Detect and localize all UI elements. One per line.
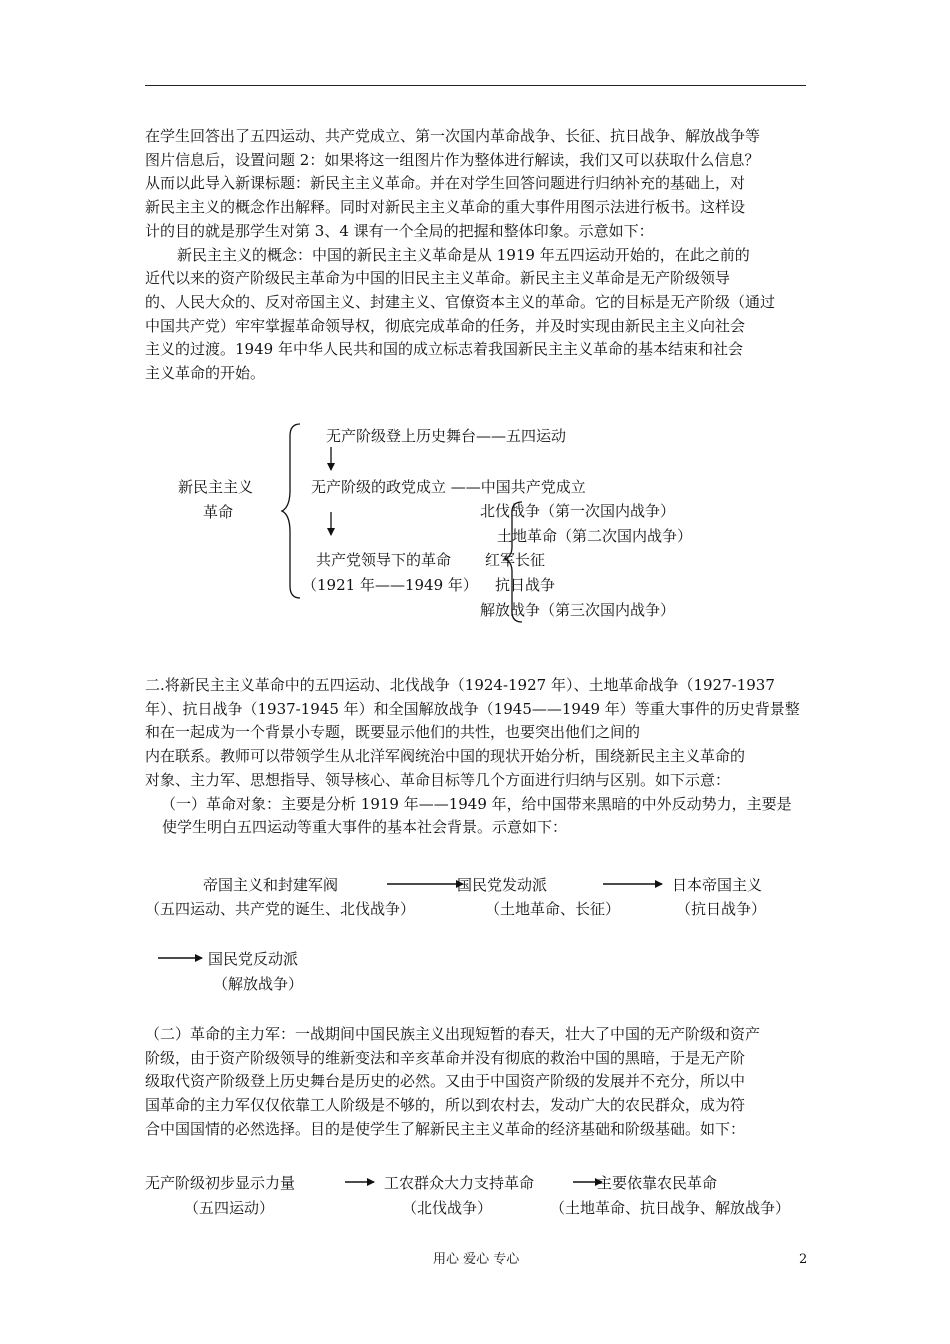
text-line: 的、人民大众的、反对帝国主义、封建主义、官僚资本主义的革命。它的目标是无产阶级（通过 (145, 292, 776, 311)
target-note: （土地革命、长征） (485, 900, 621, 918)
target-node: 日本帝国主义 (672, 876, 763, 894)
text-line: 和在一起成为一个背景小专题，既要显示他们的共性，也要突出他们之间的 (145, 723, 641, 742)
text-line: 年）、抗日战争（1937-1945 年）和全国解放战争（1945——1949 年）等重大事件的历史背景整 (145, 699, 800, 718)
sub-event: 北伐战争（第一次国内战争） (480, 502, 676, 520)
target-note: （五四运动、共产党的诞生、北伐战争） (145, 900, 416, 918)
force-node: 工农群众大力支持革命 (384, 1174, 535, 1192)
sub-event: 红军长征 (485, 551, 546, 569)
target-node: 国民党反动派 (208, 950, 299, 968)
text-line: 主义革命的开始。 (145, 364, 266, 383)
text-line: 新民主主义的概念作出解释。同时对新民主主义革命的重大事件用图示法进行板书。这样设 (145, 198, 746, 217)
text-line: 使学生明白五四运动等重大事件的基本社会背景。示意如下： (162, 818, 568, 837)
force-node: 无产阶级初步显示力量 (145, 1174, 296, 1192)
text-line: 计的目的就是那学生对第 3、4 课有一个全局的把握和整体印象。示意如下： (145, 221, 654, 240)
text-line: 对象、主力军、思想指导、领导核心、革命目标等几个方面进行归纳与区别。如下示意： (145, 770, 731, 789)
stage-label: 共产党领导下的革命 (316, 551, 452, 569)
sub-event: 抗日战争 (495, 576, 556, 594)
footer-motto: 用心 爱心 专心 (433, 1252, 520, 1267)
stage-years: （1921 年——1949 年） (302, 576, 478, 594)
text-line: 图片信息后，设置问题 2：如果将这一组图片作为整体进行解读，我们又可以获取什么信息？ (145, 150, 760, 169)
text-line: 合中国国情的必然选择。目的是使学生了解新民主主义革命的经济基础和阶级基础。如下： (145, 1119, 746, 1138)
text-line: 在学生回答出了五四运动、共产党成立、第一次国内革命战争、长征、抗日战争、解放战争等 (145, 127, 761, 145)
diagram-root-label: 新民主主义 (178, 478, 254, 496)
text-line: 中国共产党）牢牢掌握革命领导权，彻底完成革命的任务，并及时实现由新民主主义向社会 (145, 316, 746, 335)
force-note: （土地革命、抗日战争、解放战争） (550, 1199, 791, 1217)
text-line: 国革命的主力军仅仅依靠工人阶级是不够的，所以到农村去，发动广大的农民群众，成为符 (145, 1096, 746, 1115)
text-line: 新民主主义的概念：中国的新民主主义革命是从 1919 年五四运动开始的，在此之前的 (177, 245, 750, 264)
target-note: （解放战争） (213, 975, 304, 993)
page-number: 2 (799, 1252, 808, 1267)
text-line: 内在联系。教师可以带领学生从北洋军阀统治中国的现状开始分析，围绕新民主主义革命的 (145, 747, 746, 766)
target-node: 国民党发动派 (457, 876, 548, 894)
left-brace (282, 424, 300, 598)
target-node: 帝国主义和封建军阀 (203, 876, 339, 894)
sub-brace (505, 502, 522, 622)
text-line: 近代以来的资产阶级民主革命为中国的旧民主主义革命。新民主主义革命是无产阶级领导 (145, 269, 731, 288)
text-line: 阶级，由于资产阶级领导的维新变法和辛亥革命并没有彻底的救治中国的黑暗，于是无产阶 (145, 1048, 746, 1067)
stage-label: 无产阶级登上历史舞台——五四运动 (326, 427, 567, 445)
text-line: （一）革命对象：主要是分析 1919 年——1949 年，给中国带来黑暗的中外反动势力，主要是 (161, 794, 792, 813)
text-line: 级取代资产阶级登上历史舞台是历史的必然。又由于中国资产阶级的发展并不充分，所以中 (145, 1072, 746, 1091)
force-node: 主要依靠农民革命 (597, 1174, 718, 1192)
text-line: （二）革命的主力军：一战期间中国民族主义出现短暂的春天，壮大了中国的无产阶级和资产 (145, 1025, 761, 1043)
sub-event: 土地革命（第二次国内战争） (497, 527, 693, 545)
text-line: 从而以此导入新课标题：新民主主义革命。并在对学生回答问题进行归纳补充的基础上，对 (145, 174, 746, 193)
force-note: （五四运动） (184, 1199, 275, 1217)
sub-event: 解放战争（第三次国内战争） (480, 601, 676, 619)
text-line: 二.将新民主主义革命中的五四运动、北伐战争（1924-1927 年）、土地革命战争（1927-1937 (145, 676, 775, 694)
text-line: 主义的过渡。1949 年中华人民共和国的成立标志着我国新民主主义革命的基本结束和社会 (145, 340, 743, 359)
force-note: （北伐战争） (402, 1199, 493, 1217)
diagram-root-label: 革命 (203, 503, 234, 521)
stage-label: 无产阶级的政党成立 ——中国共产党成立 (311, 478, 586, 496)
target-note: （抗日战争） (676, 900, 767, 918)
